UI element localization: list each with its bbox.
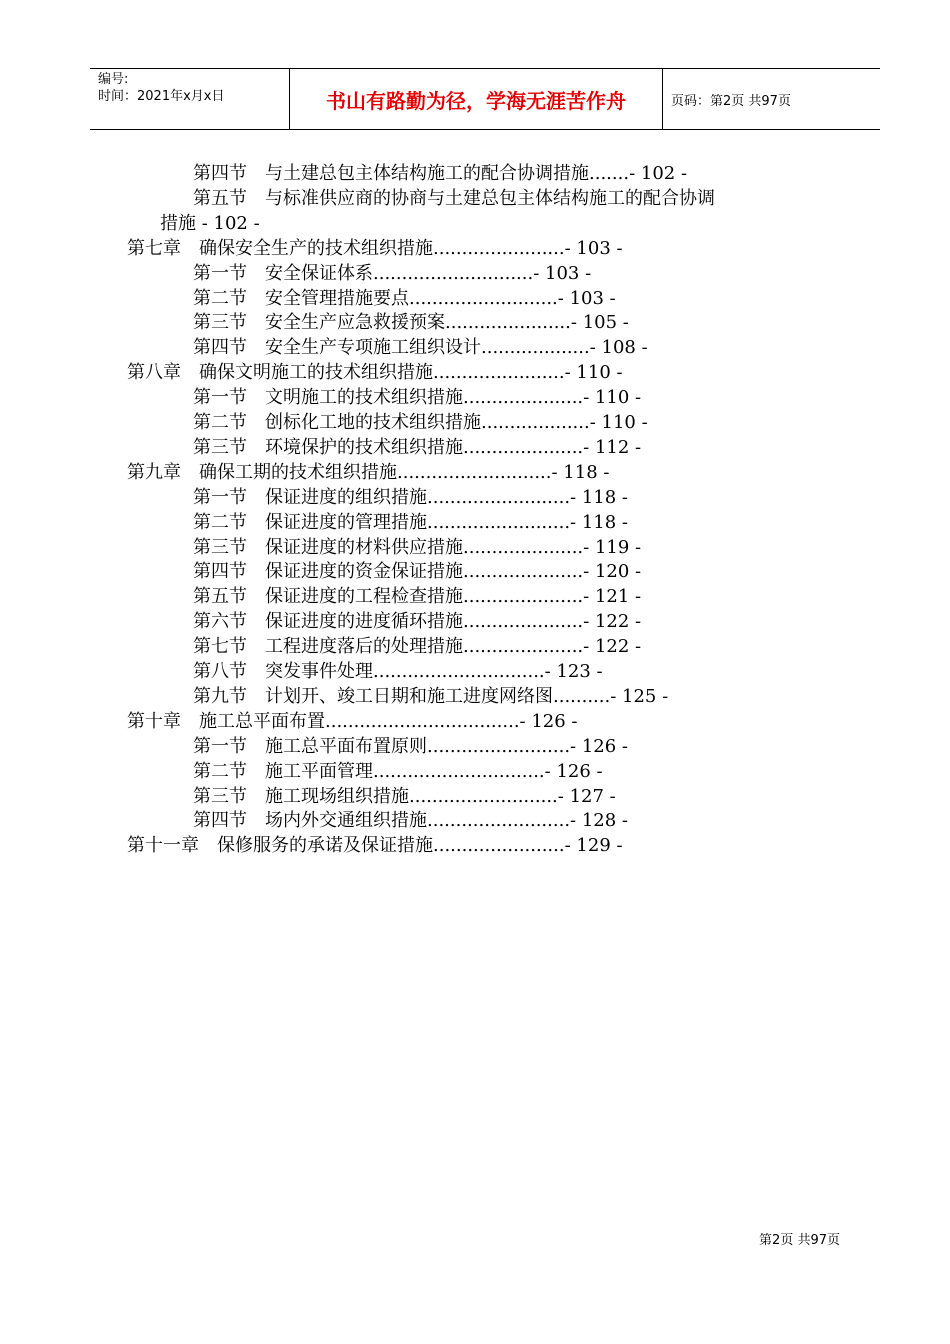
toc-entry-title: 与标准供应商的协商与土建总包主体结构施工的配合协调 (265, 187, 715, 209)
toc-entry[interactable] (193, 310, 629, 335)
toc-entry-label: 第九章 (127, 461, 199, 483)
toc-entry-leader: ................... (481, 412, 590, 433)
toc-entry[interactable] (193, 784, 616, 809)
toc-entry[interactable] (127, 360, 623, 385)
toc-entry-title: 保修服务的承诺及保证措施 (217, 835, 433, 857)
toc-entry-page: - 110 - (589, 412, 648, 433)
toc-entry-label: 第一节 (193, 735, 265, 757)
toc-entry-leader: ..................... (463, 611, 584, 633)
toc-entry[interactable] (193, 186, 715, 211)
toc-entry-title: 施工平面管理 (265, 760, 373, 782)
toc-entry-label: 第八章 (127, 362, 199, 384)
toc-entry-label: 第二节 (193, 760, 265, 782)
toc-entry-title: 保证进度的工程检查措施 (265, 586, 463, 608)
header-time-label: 时间：2021年x月x日 (98, 89, 225, 104)
toc-entry[interactable] (127, 460, 609, 485)
toc-entry-leader: ..................... (463, 561, 584, 583)
toc-entry-leader: ........................... (397, 461, 552, 483)
toc-entry-page: - 103 - (557, 287, 616, 309)
toc-entry-leader: .......................... (409, 785, 558, 807)
toc-entry-label: 第五节 (193, 187, 265, 209)
toc-entry[interactable] (193, 485, 628, 510)
toc-entry[interactable] (193, 435, 641, 460)
header-number-label: 编号: (98, 72, 129, 87)
toc-entry-page: - 121 - (583, 586, 642, 608)
toc-entry-title: 保证进度的管理措施 (265, 511, 427, 533)
toc-entry-leader: ......................... (427, 810, 571, 832)
toc-entry-page: - 110 - (583, 387, 642, 409)
toc-entry-page: - 126 - (519, 710, 578, 732)
toc-entry-title: 安全保证体系 (265, 262, 373, 284)
toc-entry-label: 第六节 (193, 611, 265, 633)
toc-entry-title: 安全管理措施要点 (265, 287, 409, 309)
toc-entry-title: 文明施工的技术组织措施 (265, 387, 463, 409)
toc-entry[interactable] (127, 709, 578, 734)
toc-entry-label: 第五节 (193, 586, 265, 608)
toc-entry-label: 第二节 (193, 287, 265, 309)
toc-entry-page: - 102 - (196, 212, 260, 234)
toc-entry-page: - 108 - (589, 337, 648, 359)
toc-entry-label: 第七章 (127, 237, 199, 259)
toc-entry-title: 确保工期的技术组织措施 (199, 461, 397, 483)
toc-entry-page: - 103 - (564, 237, 623, 259)
toc-entry-page: - 105 - (570, 312, 629, 334)
toc-entry-label: 第三节 (193, 536, 265, 558)
toc-entry-page: - 128 - (570, 810, 629, 832)
toc-entry-leader: ....................... (433, 362, 565, 384)
toc-entry-label: 第八节 (193, 661, 265, 682)
toc-entry-page: - 122 - (583, 611, 642, 633)
toc-entry-leader: ....................... (433, 835, 565, 857)
toc-entry[interactable] (193, 261, 591, 286)
toc-entry[interactable] (193, 584, 641, 609)
toc-entry-label: 第七节 (193, 636, 265, 658)
toc-entry[interactable] (193, 734, 628, 759)
toc-entry-title: 安全生产专项施工组织设计 (265, 337, 481, 359)
toc-entry[interactable] (193, 410, 648, 435)
toc-entry-title: 场内外交通组织措施 (265, 810, 427, 832)
toc-entry-title: 保证进度的材料供应措施 (265, 536, 463, 558)
toc-entry-title: 突发事件处理 (265, 661, 373, 682)
toc-entry[interactable] (193, 684, 668, 709)
toc-entry-leader: ..................... (463, 536, 584, 558)
header-meta (90, 69, 290, 129)
toc-entry-page: - 127 - (557, 785, 616, 807)
toc-entry-label: 第三节 (193, 436, 265, 458)
toc-entry[interactable] (193, 286, 616, 311)
toc-entry-leader: .................................. (325, 710, 520, 732)
toc-entry-title: 措施 (160, 212, 196, 234)
toc-entry-leader: ......................... (427, 511, 571, 533)
toc-entry-page: - 102 - (629, 163, 688, 184)
toc-entry-title: 工程进度落后的处理措施 (265, 636, 463, 658)
toc-entry[interactable] (127, 833, 623, 858)
toc-entry-title: 施工总平面布置原则 (265, 735, 427, 757)
toc-entry-page: - 126 - (544, 760, 603, 782)
toc-entry[interactable] (193, 759, 603, 784)
toc-entry-title: 与土建总包主体结构施工的配合协调措施 (265, 163, 589, 184)
toc-entry-page: - 103 - (533, 262, 592, 284)
toc-entry-label: 第十章 (127, 710, 199, 732)
toc-entry-leader: .............................. (373, 760, 545, 782)
toc-entry-label: 第一节 (193, 486, 265, 508)
toc-entry-title: 施工现场组织措施 (265, 785, 409, 807)
toc-entry-page: - 118 - (570, 511, 629, 533)
toc-entry-label: 第四节 (193, 561, 265, 583)
toc-entry-title: 安全生产应急救援预案 (265, 312, 445, 334)
header-motto: 书山有路勤为径，学海无涯苦作舟 (290, 69, 663, 129)
page-footer: 第2页 共97页 (759, 1233, 840, 1248)
toc-entry-title: 确保文明施工的技术组织措施 (199, 362, 433, 384)
toc-entry-leader: ......................... (427, 486, 571, 508)
toc-entry-label: 第一节 (193, 387, 265, 409)
toc-entry-label: 第四节 (193, 810, 265, 832)
toc-entry-title: 保证进度的进度循环措施 (265, 611, 463, 633)
toc-entry-title: 保证进度的资金保证措施 (265, 561, 463, 583)
toc-entry-title: 施工总平面布置 (199, 710, 325, 732)
toc-entry[interactable] (193, 559, 641, 584)
toc-entry-leader: ..................... (463, 636, 584, 658)
toc-entry[interactable] (193, 634, 641, 659)
toc-entry-label: 第三节 (193, 312, 265, 334)
toc-entry[interactable] (193, 659, 603, 684)
toc-entry-leader: ......................... (427, 735, 571, 757)
toc-entry[interactable] (193, 510, 628, 535)
toc-entry-page: - 129 - (564, 835, 623, 857)
toc-entry-label: 第三节 (193, 785, 265, 807)
toc-entry-page: - 126 - (570, 735, 629, 757)
toc-entry-label: 第二节 (193, 412, 265, 433)
toc-entry-label: 第九节 (193, 685, 265, 707)
toc-entry-leader: .............................. (373, 661, 545, 682)
toc-entry-leader: ....... (589, 163, 630, 184)
toc-entry-title: 计划开、竣工日期和施工进度网络图 (265, 685, 553, 707)
toc-entry-page: - 112 - (583, 436, 642, 458)
toc-entry-leader: ...................... (445, 312, 571, 334)
toc-entry[interactable] (160, 211, 260, 236)
page-header (90, 68, 880, 130)
toc-entry-leader: ..................... (463, 586, 584, 608)
toc-entry-page: - 118 - (551, 461, 610, 483)
toc-entry-title: 保证进度的组织措施 (265, 486, 427, 508)
toc-entry-leader: ............................ (373, 262, 534, 284)
toc-entry-leader: .......................... (409, 287, 558, 309)
toc-entry[interactable] (127, 236, 623, 261)
toc-entry-leader: ....................... (433, 237, 565, 259)
toc-entry-label: 第十一章 (127, 835, 217, 857)
toc-entry-page: - 122 - (583, 636, 642, 658)
toc-entry-title: 环境保护的技术组织措施 (265, 436, 463, 458)
toc-entry-title: 确保安全生产的技术组织措施 (199, 237, 433, 259)
toc-entry-leader: ..................... (463, 387, 584, 409)
toc-entry-label: 第四节 (193, 163, 265, 184)
toc-entry[interactable] (193, 609, 641, 634)
toc-entry[interactable] (193, 161, 687, 186)
toc-entry-title: 创标化工地的技术组织措施 (265, 412, 481, 433)
toc-entry-page: - 119 - (583, 536, 642, 558)
toc-entry-page: - 110 - (564, 362, 623, 384)
toc-entry[interactable] (193, 385, 641, 410)
toc-entry-page: - 120 - (583, 561, 642, 583)
toc-entry[interactable] (193, 535, 641, 560)
toc-entry-leader: ................... (481, 337, 590, 359)
toc-entry-page: - 118 - (570, 486, 629, 508)
toc-entry-page: - 123 - (544, 661, 603, 682)
toc-entry-label: 第四节 (193, 337, 265, 359)
toc-entry-label: 第一节 (193, 262, 265, 284)
toc-entry-leader: .......... (553, 685, 611, 707)
toc-entry-page: - 125 - (610, 685, 669, 707)
toc-entry-leader: ..................... (463, 436, 584, 458)
toc-entry-label: 第二节 (193, 511, 265, 533)
header-page-info: 页码：第2页 共97页 (671, 93, 791, 109)
toc-entry[interactable] (193, 335, 648, 360)
toc-entry[interactable] (193, 808, 628, 833)
